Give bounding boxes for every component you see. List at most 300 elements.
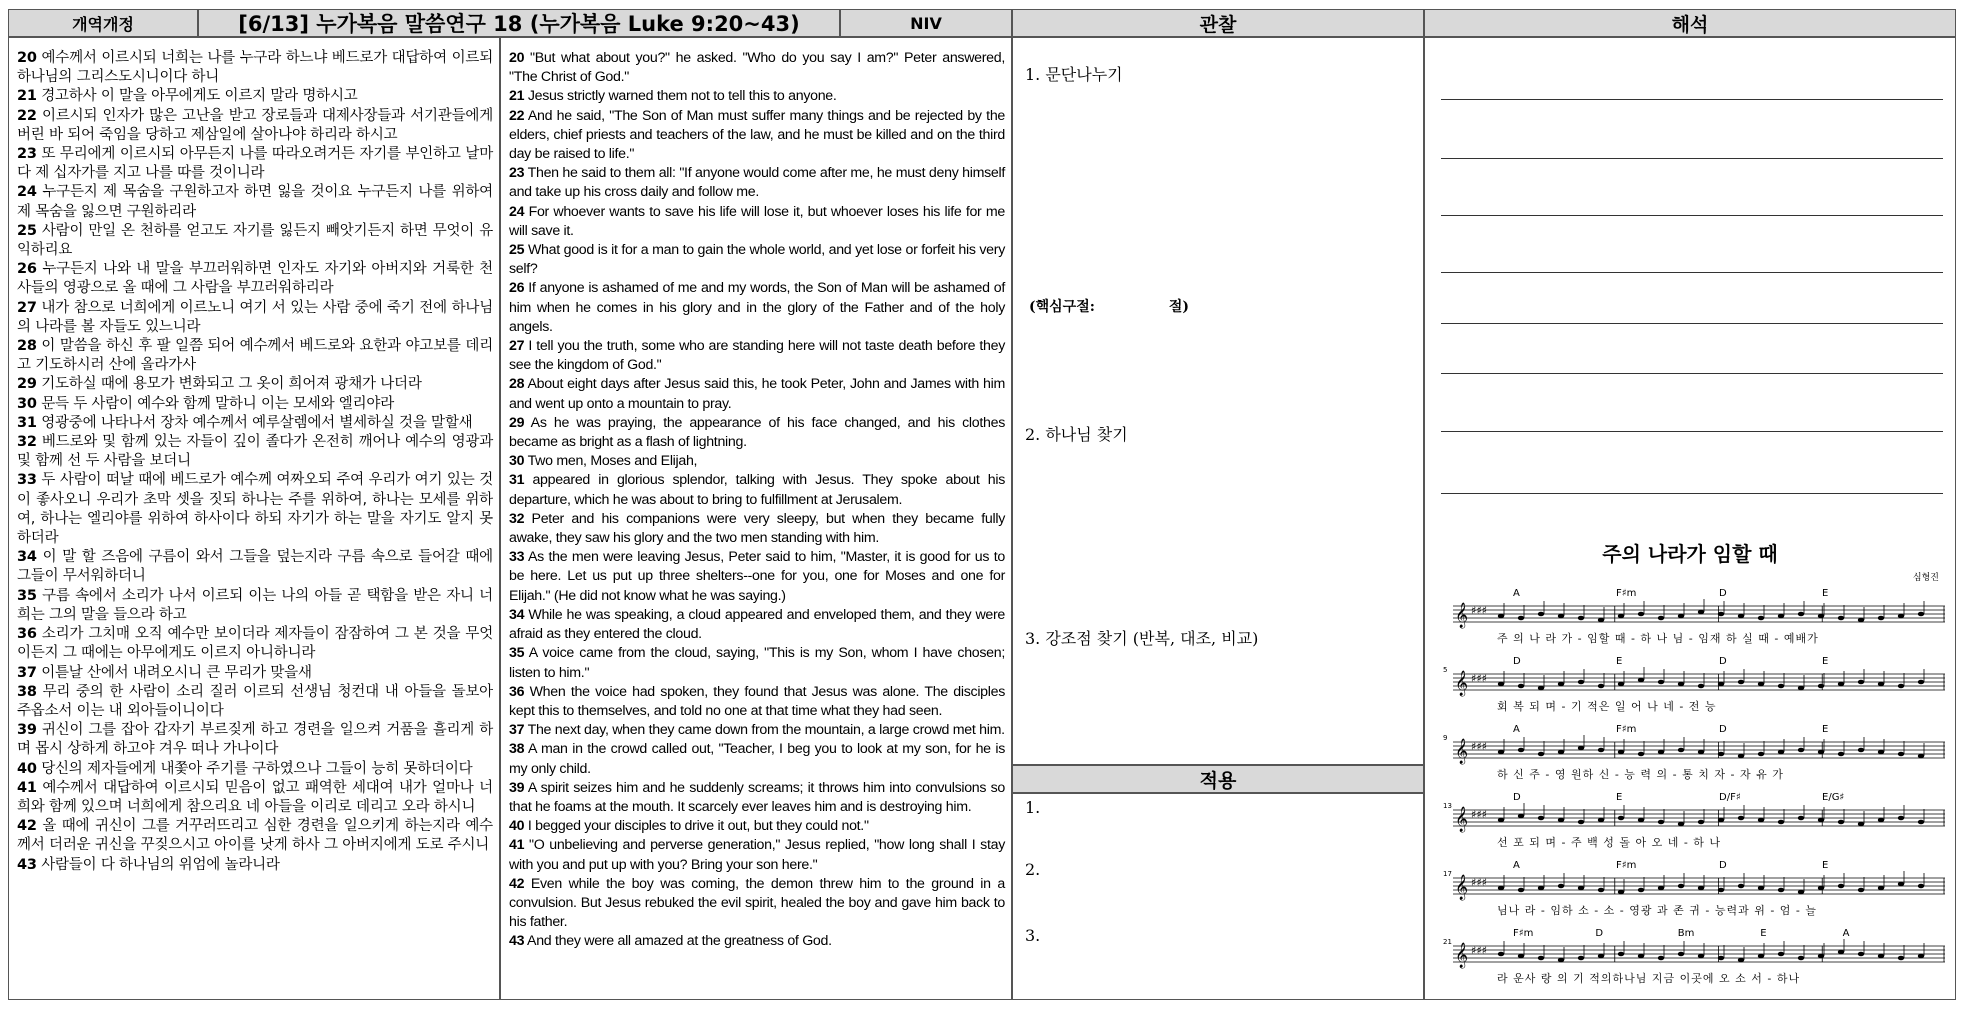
note — [1758, 682, 1764, 687]
verse-text: appeared in glorious splendor, talking with Jesus. They spoke about his departure, which he was about to bring to fulfillment at Jerusalem. — [509, 472, 1005, 508]
chord-symbol: D — [1513, 792, 1521, 803]
note — [1858, 822, 1864, 827]
note — [1718, 888, 1724, 893]
verse-number: 43 — [17, 856, 37, 873]
chord-symbol: Bm — [1677, 928, 1695, 939]
measure-number: 21 — [1443, 938, 1452, 946]
verse-text: Peter and his companions were very sleepy, but when they became fully awake, they saw his glory and the two men standing with him. — [509, 510, 1005, 547]
note — [1838, 682, 1844, 687]
verse — [17, 664, 493, 683]
verse-text: "O unbelieving and perverse generation," Jesus replied, "how long shall I stay with you and put up with you? Bring your son here." — [509, 837, 1005, 873]
application-item-2: 2. — [1025, 860, 1041, 879]
verse-text: A man in the crowd called out, "Teacher, I beg you to look at my son, for he is my only child. — [509, 741, 1005, 777]
key-verse-label: (핵심구절: — [1029, 299, 1095, 315]
verse — [17, 337, 493, 375]
chord-symbol: E — [1822, 724, 1829, 735]
verse — [17, 375, 493, 394]
verse-number: 21 — [509, 88, 525, 105]
verse-number: 42 — [17, 818, 37, 835]
verse — [509, 375, 1005, 413]
verse — [17, 760, 493, 779]
verse — [17, 817, 493, 855]
chord-symbol: D — [1513, 656, 1521, 667]
chord-symbol: E — [1760, 928, 1767, 939]
verse-number: 40 — [17, 760, 37, 777]
verse-text: 이 말씀을 하신 후 팔 일쯤 되어 예수께서 베드로와 요한과 야고보를 데리고 기도하시러 산에 올라가사 — [17, 338, 493, 374]
note — [1558, 958, 1564, 963]
page-title: [6/13] 누가복음 말씀연구 18 (누가복음 Luke 9:20~43) — [238, 12, 800, 36]
note — [1758, 886, 1764, 891]
note — [1898, 956, 1904, 961]
note — [1858, 618, 1864, 623]
verse — [17, 49, 493, 87]
verse-text: A spirit seizes him and he suddenly screams; it throws him into convulsions so that he foams at the mouth. It scarcely ever leaves him and is destroying him. — [509, 779, 1005, 815]
verse-number: 31 — [509, 472, 525, 489]
verse — [509, 241, 1005, 279]
observation-label: 관찰 — [1199, 13, 1237, 36]
verse — [509, 779, 1005, 817]
writing-line — [1441, 431, 1943, 432]
note — [1498, 614, 1504, 619]
verse-number: 38 — [509, 741, 525, 758]
verse-text: 당신의 제자들에게 내쫓아 주기를 구하였으나 그들이 능히 못하더이다 — [36, 760, 473, 777]
verse-number: 38 — [17, 683, 37, 700]
lyric-line: 주 의 나 라 가 - 임할 때 - 하 나 님 - 임재 하 실 때 - 예배가 — [1497, 632, 1819, 645]
note — [1518, 748, 1524, 753]
note — [1738, 680, 1744, 685]
chord-symbol: D — [1595, 928, 1604, 939]
verse-text: 이 말 할 즈음에 구름이 와서 그들을 덮는지라 구름 속으로 들어갈 때에 그들이 무서워하더니 — [17, 549, 493, 585]
note — [1618, 890, 1624, 895]
verse-number: 24 — [17, 184, 37, 201]
verse-number: 39 — [17, 722, 37, 739]
verse — [17, 87, 493, 106]
note — [1798, 748, 1804, 753]
verse — [17, 721, 493, 759]
chord-symbol: A — [1842, 928, 1850, 939]
verse-text: 문득 두 사람이 예수와 함께 말하니 이는 모세와 엘리야라 — [36, 395, 395, 412]
note — [1538, 886, 1544, 891]
treble-clef-icon: 𝄞 — [1455, 671, 1469, 696]
niv-verses-column — [500, 37, 1012, 1000]
measure-number: 5 — [1443, 666, 1448, 674]
note — [1678, 952, 1684, 957]
verse-text: 베드로와 및 함께 있는 자들이 깊이 졸다가 온전히 깨어나 예수의 영광과 및 함께 선 두 사람을 보더니 — [17, 434, 493, 470]
verse-text: Then he said to them all: "If anyone would come after me, he must deny himself and take up his cross daily and follow me. — [509, 165, 1005, 201]
version-header — [8, 9, 198, 37]
note — [1558, 750, 1564, 755]
note — [1658, 680, 1664, 685]
verse — [17, 395, 493, 414]
verse-text: And he said, "The Son of Man must suffer many things and be rejected by the elders, chief priests and teachers of the law, and he must be killed and on the third day be raised to life." — [509, 107, 1005, 163]
verse — [509, 107, 1005, 165]
version-label: 개역개정 — [72, 14, 134, 34]
chord-symbol: F♯m — [1513, 928, 1534, 939]
note — [1618, 750, 1624, 755]
note — [1778, 952, 1784, 957]
note — [1878, 682, 1884, 687]
verse-text: 누구든지 제 목숨을 구원하고자 하면 잃을 것이요 누구든지 나를 위하여 제 목숨을 잃으면 구원하리라 — [17, 184, 493, 220]
note — [1598, 618, 1604, 623]
verse-text: As he was praying, the appearance of his face changed, and his clothes became as bright as a flash of lightning. — [509, 414, 1005, 451]
note — [1618, 614, 1624, 619]
measure-number: 9 — [1443, 734, 1448, 742]
note — [1718, 612, 1724, 617]
note — [1538, 752, 1544, 757]
verse — [17, 856, 493, 875]
verse-text: When the voice had spoken, they found that Jesus was alone. The disciples kept this to themselves, and told no one at that time what they had seen. — [509, 683, 1005, 719]
verse-number: 29 — [17, 376, 37, 393]
application-label: 적용 — [1199, 769, 1237, 792]
observation-item-3: 3. 강조점 찾기 (반복, 대조, 비교) — [1025, 629, 1259, 648]
lyric-line: 님나 라 - 임하 소 - 소 - 영광 과 존 귀 - 능력과 위 - 엄 - 늘 — [1497, 904, 1818, 917]
verse-text: 귀신이 그를 잡아 갑자기 부르짖게 하고 경련을 일으켜 거품을 흘리게 하며 몹시 상하게 하고야 겨우 떠나 가나이다 — [17, 722, 493, 758]
note — [1618, 952, 1624, 957]
verse — [17, 683, 493, 721]
verse-text: 기도하실 때에 용모가 변화되고 그 옷이 희어져 광채가 나더라 — [36, 376, 422, 393]
verse-text: 사람이 만일 온 천하를 얻고도 자기를 잃든지 빼앗기든지 하면 무엇이 유익하리요 — [17, 222, 493, 259]
note — [1918, 884, 1924, 889]
note — [1758, 954, 1764, 959]
writing-line — [1441, 215, 1943, 216]
observation-item-2: 2. 하나님 찾기 — [1025, 425, 1128, 444]
note — [1718, 752, 1724, 757]
treble-clef-icon: 𝄞 — [1455, 943, 1469, 968]
verse — [17, 260, 493, 298]
note — [1638, 612, 1644, 617]
writing-line — [1441, 373, 1943, 374]
verse — [509, 452, 1005, 471]
note — [1518, 954, 1524, 959]
verse — [17, 414, 493, 433]
verse-number: 28 — [17, 338, 37, 355]
note — [1658, 956, 1664, 961]
note — [1538, 612, 1544, 617]
note — [1518, 684, 1524, 689]
note — [1678, 614, 1684, 619]
note — [1898, 882, 1904, 887]
note — [1578, 820, 1584, 825]
measure-number: 13 — [1443, 802, 1452, 810]
verse-text: Even while the boy was coming, the demon threw him to the ground in a convulsion. But Jesus rebuked the evil spirit, healed the boy and gave him back to his father. — [509, 875, 1005, 931]
verse — [509, 49, 1005, 87]
note — [1578, 680, 1584, 685]
note — [1538, 956, 1544, 961]
key-signature-icon: ♯♯♯ — [1471, 740, 1487, 753]
note — [1578, 616, 1584, 621]
note — [1818, 954, 1824, 959]
application-item-3: 3. — [1025, 926, 1041, 945]
verse — [17, 222, 493, 260]
chord-symbol: F♯m — [1616, 724, 1637, 735]
note — [1838, 884, 1844, 889]
verse-number: 25 — [509, 242, 525, 259]
key-signature-icon: ♯♯♯ — [1471, 944, 1487, 957]
verse-text: And they were all amazed at the greatness of God. — [524, 933, 832, 950]
note — [1898, 684, 1904, 689]
note — [1638, 678, 1644, 683]
verse-text: 이르시되 인자가 많은 고난을 받고 장로들과 대제사장들과 서기관들에게 버린 바 되어 죽임을 당하고 제삼일에 살아나야 하리라 하시고 — [17, 107, 493, 143]
treble-clef-icon: 𝄞 — [1455, 807, 1469, 832]
interpretation-label: 해석 — [1671, 13, 1709, 36]
note — [1898, 752, 1904, 757]
staff-system — [1443, 928, 1945, 996]
verse-text: 두 사람이 떠날 때에 베드로가 예수께 여짜오되 주여 우리가 여기 있는 것이 좋사오니 우리가 초막 셋을 짓되 하나는 주를 위하여, 하나는 모세를 위하여, 하나는 엘리야를 위하여 하사이다 하되 자기가 하는 말을 자기도 알지 못하더라 — [17, 472, 493, 547]
verse-number: 32 — [509, 510, 525, 527]
note — [1518, 616, 1524, 621]
note — [1838, 820, 1844, 825]
note — [1858, 888, 1864, 893]
verse-number: 27 — [17, 299, 37, 316]
note — [1778, 888, 1784, 893]
note — [1558, 614, 1564, 619]
verse-text: I tell you the truth, some who are standing here will not taste death before they see the kingdom of God." — [509, 338, 1005, 374]
verse-number: 39 — [509, 779, 525, 796]
korean-verses-column — [8, 37, 500, 1000]
note — [1698, 750, 1704, 755]
chord-symbol: D — [1719, 588, 1727, 599]
lyric-line: 회 복 되 며 - 기 적은 일 어 나 네 - 전 능 — [1497, 700, 1717, 713]
verse-number: 33 — [17, 472, 37, 489]
chord-symbol: A — [1513, 860, 1520, 871]
note — [1798, 686, 1804, 691]
verse-text: While he was speaking, a cloud appeared and enveloped them, and they were afraid as they entered the cloud. — [509, 606, 1005, 643]
verse — [17, 107, 493, 145]
key-signature-icon: ♯♯♯ — [1471, 672, 1487, 685]
note — [1518, 814, 1524, 819]
chord-symbol: D — [1719, 656, 1727, 667]
note — [1778, 684, 1784, 689]
note — [1858, 748, 1864, 753]
verse — [509, 164, 1005, 202]
note — [1698, 610, 1704, 615]
note — [1498, 818, 1504, 823]
note — [1738, 754, 1744, 759]
note — [1598, 954, 1604, 959]
note — [1838, 752, 1844, 757]
verse-number: 24 — [509, 203, 525, 220]
verse-text: 소리가 그치매 오직 예수만 보이더라 제자들이 잠잠하여 그 본 것을 무엇이든지 그 때에는 아무에게도 이르지 아니하니라 — [17, 626, 493, 662]
note — [1818, 614, 1824, 619]
verse — [509, 203, 1005, 241]
note — [1678, 884, 1684, 889]
application-column — [1012, 793, 1424, 1000]
verse-text: As the men were leaving Jesus, Peter said to him, "Master, it is good for us to be here. Let us put up three shelters--one for you, one for Moses and one for Elijah." (He did not know what he was saying.) — [509, 549, 1005, 604]
verse — [509, 337, 1005, 375]
note — [1818, 684, 1824, 689]
verse-number: 25 — [17, 222, 37, 239]
verse-number: 41 — [509, 837, 525, 854]
note — [1738, 958, 1744, 963]
application-item-1: 1. — [1025, 798, 1041, 817]
note — [1918, 754, 1924, 759]
verse-number: 31 — [17, 414, 37, 431]
verse-number: 37 — [17, 664, 37, 681]
verse-number: 35 — [17, 587, 37, 604]
verse-text: 올 때에 귀신이 그를 거꾸러뜨리고 심한 경련을 일으키게 하는지라 예수께서 더러운 귀신을 꾸짖으시고 아이를 낫게 하사 그 아버지에게 도로 주시니 — [17, 818, 493, 854]
verse-text: 영광중에 나타나서 장차 예수께서 예루살렘에서 별세하실 것을 말할새 — [36, 414, 473, 431]
chord-symbol: E — [1616, 792, 1623, 803]
treble-clef-icon: 𝄞 — [1455, 739, 1469, 764]
note — [1598, 748, 1604, 753]
note — [1738, 614, 1744, 619]
verse — [509, 875, 1005, 933]
writing-line — [1441, 99, 1943, 100]
verse-text: 또 무리에게 이르시되 아무든지 나를 따라오려거든 자기를 부인하고 날마다 제 십자가를 지고 나를 따를 것이니라 — [17, 146, 493, 182]
key-verse-suffix: 절) — [1168, 299, 1190, 315]
chord-symbol: E — [1616, 656, 1623, 667]
verse — [509, 721, 1005, 740]
niv-header — [840, 9, 1012, 37]
verse-text: For whoever wants to save his life will lose it, but whoever loses his life for me will save it. — [509, 203, 1005, 239]
verse — [509, 87, 1005, 106]
note — [1778, 750, 1784, 755]
verse-number: 42 — [509, 875, 525, 892]
verse — [509, 471, 1005, 509]
note — [1558, 818, 1564, 823]
verse-number: 20 — [17, 50, 37, 66]
note — [1878, 750, 1884, 755]
song-composer: 심형진 — [1912, 573, 1939, 583]
note — [1638, 818, 1644, 823]
note — [1878, 886, 1884, 891]
note — [1638, 752, 1644, 757]
verse-text: 누구든지 나와 내 말을 부끄러워하면 인자도 자기와 아버지와 거룩한 천사들의 영광으로 올 때에 그 사람을 부끄러워하리라 — [17, 261, 493, 297]
staff-system — [1443, 792, 1945, 860]
note — [1858, 952, 1864, 957]
note — [1698, 820, 1704, 825]
chord-symbol: D — [1719, 724, 1727, 735]
verse-text: 예수께서 이르시되 너희는 나를 누구라 하느냐 베드로가 대답하여 이르되 하나님의 그리스도시니이다 하니 — [17, 50, 493, 86]
note — [1598, 888, 1604, 893]
note — [1498, 952, 1504, 957]
note — [1778, 820, 1784, 825]
note — [1558, 884, 1564, 889]
verse-number: 36 — [17, 626, 37, 643]
note — [1838, 616, 1844, 621]
verse — [509, 644, 1005, 682]
note — [1618, 682, 1624, 687]
writing-line — [1441, 158, 1943, 159]
chord-symbol: E — [1822, 656, 1829, 667]
verse-number: 43 — [509, 933, 525, 950]
verse-text: 이튿날 산에서 내려오시니 큰 무리가 맞을새 — [36, 664, 312, 681]
lyric-line: 선 포 되 며 - 주 백 성 돌 아 오 네 - 하 나 — [1497, 836, 1722, 849]
note — [1798, 890, 1804, 895]
note — [1878, 818, 1884, 823]
key-signature-icon: ♯♯♯ — [1471, 808, 1487, 821]
verse-text: What good is it for a man to gain the whole world, and yet lose or forfeit his very self? — [509, 242, 1005, 278]
verse-number: 34 — [17, 549, 37, 566]
verse-number: 23 — [17, 146, 37, 163]
note — [1498, 750, 1504, 755]
note — [1718, 818, 1724, 823]
note — [1738, 884, 1744, 889]
verse-number: 26 — [17, 261, 37, 278]
note — [1658, 750, 1664, 755]
measure-number: 17 — [1443, 870, 1452, 878]
song-title: 주의 나라가 임할 때 — [1602, 542, 1778, 566]
verse-number: 34 — [509, 606, 525, 623]
note — [1898, 614, 1904, 619]
staff-system — [1453, 588, 1945, 656]
note — [1538, 816, 1544, 821]
verse — [17, 587, 493, 625]
writing-line — [1441, 323, 1943, 324]
observation-header — [1012, 9, 1424, 37]
note — [1498, 682, 1504, 687]
chord-symbol: E — [1822, 860, 1829, 871]
verse-number: 23 — [509, 165, 525, 182]
verse — [509, 740, 1005, 778]
note — [1818, 750, 1824, 755]
verse-text: 예수께서 대답하여 이르시되 믿음이 없고 패역한 세대여 내가 얼마나 너희와 함께 있으며 너희에게 참으리요 네 아들을 이리로 데리고 오라 하시니 — [17, 779, 493, 815]
niv-label: NIV — [910, 13, 942, 33]
staff-system — [1443, 724, 1945, 792]
verse-text: I begged your disciples to drive it out, but they could not." — [524, 818, 869, 835]
verse — [17, 779, 493, 817]
interpretation-column — [1424, 37, 1956, 1000]
verse — [509, 932, 1005, 951]
note — [1578, 746, 1584, 751]
verse-number: 21 — [17, 88, 37, 105]
note — [1878, 616, 1884, 621]
key-signature-icon: ♯♯♯ — [1471, 876, 1487, 889]
verse — [509, 414, 1005, 452]
chord-symbol: D/F♯ — [1719, 792, 1741, 803]
verse — [17, 145, 493, 183]
verse-text: The next day, when they came down from the mountain, a large crowd met him. — [524, 722, 1005, 739]
title-header — [198, 9, 840, 37]
note — [1798, 816, 1804, 821]
verse — [17, 299, 493, 337]
treble-clef-icon: 𝄞 — [1455, 603, 1469, 628]
verse — [509, 683, 1005, 721]
verse-text: "But what about you?" he asked. "Who do you say I am?" Peter answered, "The Christ of God." — [509, 50, 1005, 86]
note — [1698, 954, 1704, 959]
interpretation-header — [1424, 9, 1956, 37]
note — [1718, 956, 1724, 961]
verse-text: Two men, Moses and Elijah, — [524, 453, 698, 470]
verse-text: Jesus strictly warned them not to tell this to anyone. — [524, 88, 837, 105]
verse-number: 41 — [17, 779, 37, 796]
note — [1618, 816, 1624, 821]
verse-number: 37 — [509, 722, 525, 739]
note — [1878, 954, 1884, 959]
chord-symbol: A — [1513, 588, 1520, 599]
key-signature-icon: ♯♯♯ — [1471, 604, 1487, 617]
note — [1918, 612, 1924, 617]
verse — [509, 817, 1005, 836]
verse — [17, 548, 493, 586]
observation-item-1: 1. 문단나누기 — [1025, 65, 1123, 84]
verse-number: 40 — [509, 818, 525, 835]
note — [1858, 680, 1864, 685]
writing-line — [1441, 493, 1943, 494]
note — [1678, 682, 1684, 687]
verse-text: If anyone is ashamed of me and my words, the Son of Man will be ashamed of him when he comes in his glory and in the glory of the Father and of the holy angels. — [509, 280, 1005, 335]
verse-number: 36 — [509, 683, 525, 700]
note — [1638, 954, 1644, 959]
staff-system — [1443, 656, 1945, 724]
note — [1918, 680, 1924, 685]
verse — [509, 606, 1005, 644]
verse — [17, 471, 493, 548]
chord-symbol: E/G♯ — [1822, 792, 1845, 803]
verse-number: 26 — [509, 280, 525, 297]
verse-number: 29 — [509, 414, 525, 431]
note — [1798, 612, 1804, 617]
